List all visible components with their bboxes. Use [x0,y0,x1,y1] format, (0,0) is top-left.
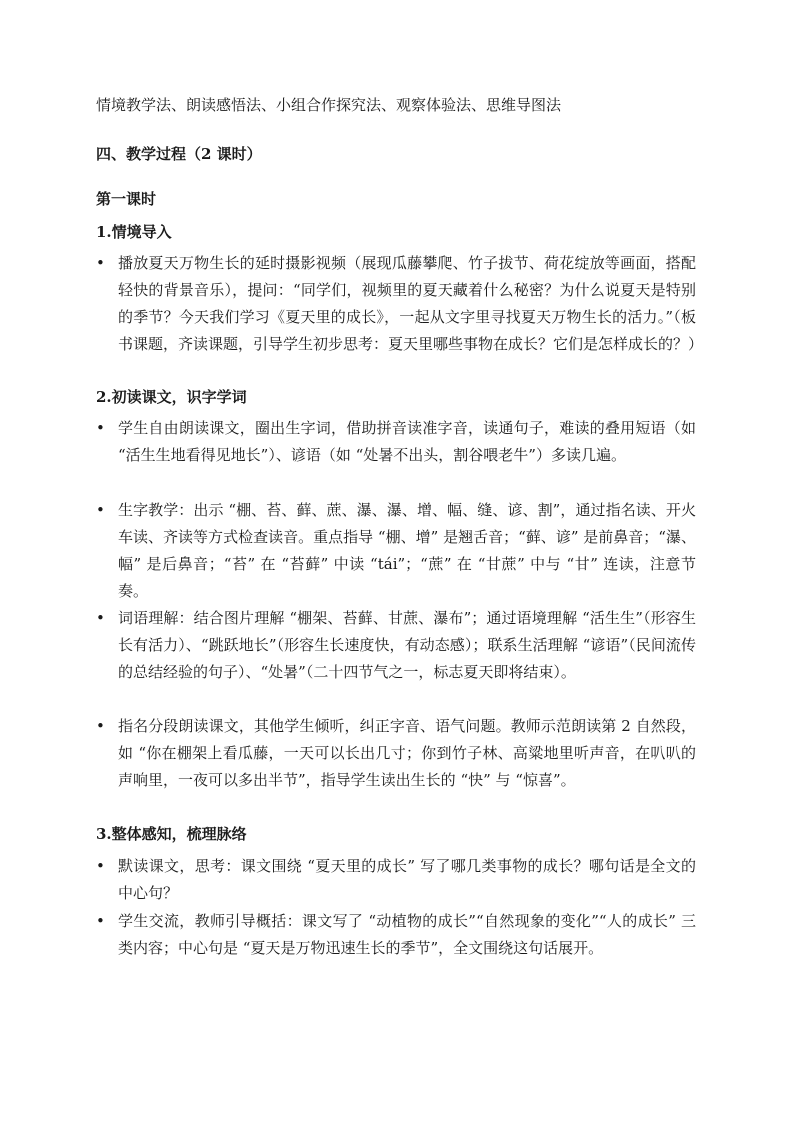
lesson-heading: 第一课时 [96,190,157,208]
step-title: 2.初读课文，识字学词 [96,388,247,406]
teaching-methods-line: 情境教学法、朗读感悟法、小组合作探究法、观察体验法、思维导图法 [96,96,562,114]
step-title: 3.整体感知，梳理脉络 [96,825,247,843]
section-heading: 四、教学过程（2 课时） [96,145,262,163]
list-item [96,605,696,686]
list-item [96,853,696,907]
list-item-text: 学生交流，教师引导概括：课文写了 “动植物的成长”“自然现象的变化”“人的成长” 三类内容；中心句是 “夏天是万物迅速生长的季节”，全文围绕这句话展开。 [118,912,696,957]
list-item [96,415,696,469]
list-item [96,908,696,962]
list-item [96,713,696,794]
list-item-text: 默读课文，思考：课文围绕 “夏天里的成长” 写了哪几类事物的成长？哪句话是全文的中心句？ [118,857,696,902]
bullet-icon: • [96,419,105,437]
list-item-text: 指名分段朗读课文，其他学生倾听，纠正字音、语气问题。教师示范朗读第 2 自然段，如 “你在棚架上看瓜藤，一天可以长出几寸；你到竹子林、高粱地里听声音，在叭叭的声响里，一夜可以多出半节”，指导学生读出生长的 “快” 与 “惊喜”。 [118,717,696,789]
bullet-icon: • [96,254,105,272]
list-item [96,250,704,358]
bullet-icon: • [96,501,105,519]
step-title: 1.情境导入 [96,223,172,241]
bullet-icon: • [96,609,105,627]
list-item-text: 学生自由朗读课文，圈出生字词，借助拼音读准字音，读通句子，难读的叠用短语（如 “活生生地看得见地长”）、谚语（如 “处暑不出头，割谷喂老牛”）多读几遍。 [118,419,696,464]
bullet-icon: • [96,857,105,875]
bullet-icon: • [96,912,105,930]
bullet-icon: • [96,717,105,735]
list-item-text: 生字教学：出示 “棚、苔、藓、蔗、瀑、瀑、增、幅、缝、谚、割”，通过指名读、开火车读、齐读等方式检查读音。重点指导 “棚、增” 是翘舌音；“藓、谚” 是前鼻音；“瀑、幅” 是后鼻音；“苔” 在 “苔藓” 中读 “tái”；“蔗” 在 “甘蔗” 中与 “甘” 连读，注意节奏。 [118,501,696,600]
list-item [96,497,696,605]
list-item-text: 词语理解：结合图片理解 “棚架、苔藓、甘蔗、瀑布”；通过语境理解 “活生生”（形容生长有活力）、“跳跃地长”（形容生长速度快，有动态感）；联系生活理解 “谚语”（民间流传的总结经验的句子）、“处暑”（二十四节气之一，标志夏天即将结束）。 [118,609,696,681]
list-item-text: 播放夏天万物生长的延时摄影视频（展现瓜藤攀爬、竹子拔节、荷花绽放等画面，搭配轻快的背景音乐），提问：“同学们，视频里的夏天藏着什么秘密？为什么说夏天是特别的季节？今天我们学习《夏天里的成长》，一起从文字里寻找夏天万物生长的活力。”（板书课题，齐读课题，引导学生初步思考：夏天里哪些事物在成长？它们是怎样成长的？） [118,254,704,353]
